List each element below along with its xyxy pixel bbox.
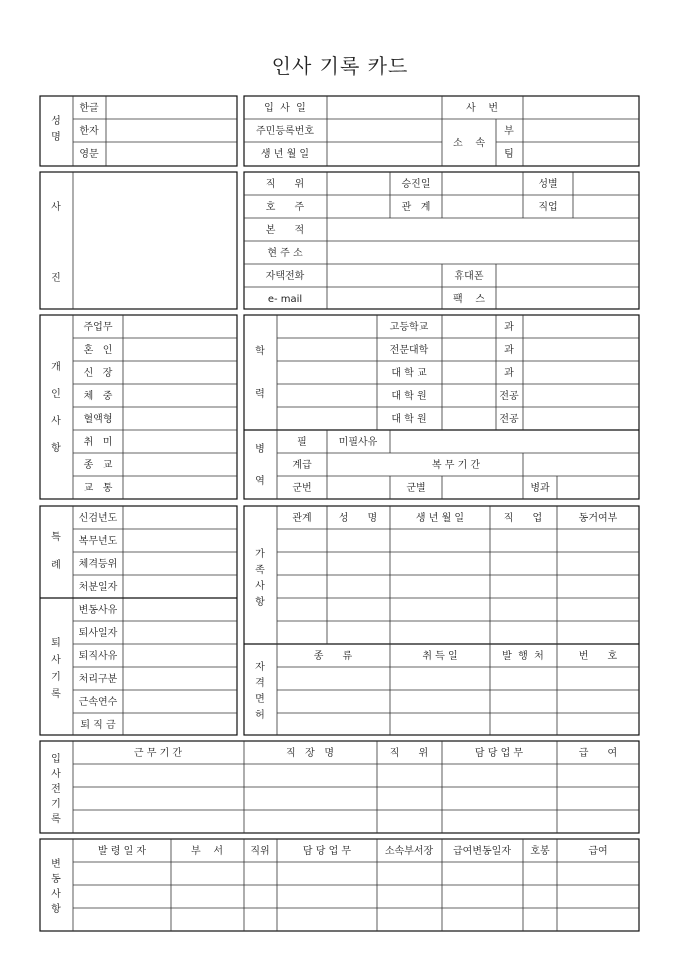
marital-status-label: 혼 인	[83, 345, 113, 356]
prev-period-header: 근 무 기 간	[133, 748, 183, 759]
personal-side-1: 개	[51, 362, 61, 373]
edu-school-5: 대 학 원	[391, 414, 427, 425]
license-side-4: 허	[255, 710, 265, 721]
change-step-header: 호봉	[530, 846, 550, 857]
family-birth-header: 생 년 월 일	[415, 513, 465, 524]
name-side-2: 명	[51, 132, 61, 143]
personal-side-3: 사	[51, 416, 61, 427]
license-side-3: 면	[255, 694, 265, 705]
email-label: e- mail	[267, 294, 303, 305]
edu-dept-2: 과	[504, 345, 514, 356]
occupation-label: 직업	[538, 202, 558, 213]
family-name-header: 성 명	[338, 513, 378, 524]
disposition-date-label: 처분일자	[78, 582, 118, 593]
edu-major-1: 전공	[499, 391, 519, 402]
military-side-2: 역	[255, 476, 265, 487]
home-phone-label: 자택전화	[265, 271, 305, 282]
change-reason-label: 변동사유	[78, 605, 118, 616]
family-cohabit-header: 동거여부	[578, 513, 618, 524]
relation-label: 관 계	[401, 202, 431, 213]
personal-side-4: 항	[51, 443, 61, 454]
change-duty-header: 담 당 업 무	[302, 846, 352, 857]
change-side-2: 동	[51, 874, 61, 885]
prev-side-3: 전	[51, 784, 61, 795]
retire-date-label: 퇴사일자	[78, 628, 118, 639]
processing-type-label: 처리구분	[78, 674, 118, 685]
license-issuer-header: 발 행 처	[502, 651, 544, 662]
employee-number-label: 사 번	[465, 103, 499, 114]
changes-section	[40, 839, 639, 931]
name-side-1: 성	[51, 116, 61, 127]
family-relation-header: 관계	[292, 513, 312, 524]
special-retire-section	[40, 506, 639, 735]
commute-label: 교 통	[83, 483, 113, 494]
division-label: 부	[504, 126, 514, 137]
blood-type-label: 혈액형	[83, 414, 113, 425]
retire-side-1: 퇴	[51, 638, 61, 649]
name-english-label: 영문	[79, 149, 99, 160]
license-number-header: 번 호	[578, 651, 618, 662]
change-side-1: 변	[51, 859, 61, 870]
family-side-2: 족	[255, 565, 265, 576]
change-department-header: 부 서	[190, 846, 224, 857]
change-side-3: 사	[51, 889, 61, 900]
current-address-label: 현 주 소	[267, 248, 303, 259]
family-side-3: 사	[255, 581, 265, 592]
license-date-header: 취 득 일	[422, 651, 458, 662]
prev-duty-header: 담 당 업 무	[474, 748, 524, 759]
gender-label: 성별	[538, 179, 558, 190]
main-duty-label: 주업무	[83, 322, 113, 333]
family-side-4: 항	[255, 597, 265, 608]
years-of-service-label: 근속연수	[78, 697, 118, 708]
special-side-2: 례	[51, 560, 61, 571]
resident-number-label: 주민등록번호	[256, 126, 314, 137]
change-order-date-header: 발 령 일 자	[97, 846, 147, 857]
height-label: 신 장	[83, 368, 113, 379]
special-side-1: 특	[51, 532, 61, 543]
education-side-2: 력	[255, 389, 265, 400]
edu-school-2: 전문대학	[389, 345, 429, 356]
physical-grade-label: 체격등위	[78, 559, 118, 570]
weight-label: 체 중	[83, 391, 113, 402]
personal-section	[40, 315, 639, 499]
registered-domicile-label: 본 적	[265, 225, 305, 236]
military-branch-label: 군별	[406, 483, 426, 494]
promotion-date-label: 승진일	[401, 179, 431, 190]
prev-side-2: 사	[51, 769, 61, 780]
birth-date-label: 생 년 월 일	[260, 149, 310, 160]
religion-label: 종 교	[83, 460, 113, 471]
change-salary-date-header: 급여변동일자	[453, 846, 511, 857]
name-section	[40, 96, 639, 166]
fax-label: 팩 스	[452, 294, 486, 305]
prev-side-1: 입	[51, 754, 61, 765]
service-year-label: 복무년도	[78, 536, 118, 547]
prev-side-4: 기	[51, 799, 61, 810]
previous-employment-section	[40, 741, 639, 833]
license-type-header: 종 류	[313, 651, 353, 662]
team-label: 팀	[504, 149, 514, 160]
prev-salary-header: 급 여	[578, 748, 618, 759]
change-position-header: 직위	[250, 846, 270, 857]
military-completed-label: 필	[297, 437, 307, 448]
change-salary-header: 급여	[588, 846, 608, 857]
prev-position-header: 직 위	[389, 748, 429, 759]
edu-dept-3: 과	[504, 368, 514, 379]
mobile-phone-label: 휴대폰	[454, 271, 484, 282]
license-side-2: 격	[255, 678, 265, 689]
physical-exam-year-label: 신검년도	[78, 513, 118, 524]
edu-major-2: 전공	[499, 414, 519, 425]
name-korean-label: 한글	[79, 103, 99, 114]
prev-company-header: 직 장 명	[285, 748, 335, 759]
change-dept-head-header: 소속부서장	[384, 846, 434, 857]
retire-side-2: 사	[51, 655, 61, 666]
retire-side-4: 록	[51, 689, 61, 700]
edu-dept-1: 과	[504, 322, 514, 333]
name-hanja-label: 한자	[79, 126, 99, 137]
family-side-1: 가	[255, 549, 265, 560]
license-side-1: 자	[255, 662, 265, 673]
position-label: 직 위	[265, 179, 305, 190]
prev-side-5: 록	[51, 814, 61, 825]
retire-reason-label: 퇴직사유	[78, 651, 118, 662]
photo-section	[40, 172, 639, 309]
change-side-4: 항	[51, 904, 61, 915]
personal-side-2: 인	[51, 389, 61, 400]
edu-school-1: 고등학교	[389, 322, 429, 333]
family-job-header: 직 업	[503, 513, 543, 524]
hobby-label: 취 미	[83, 437, 113, 448]
hire-date-label: 입 사 일	[264, 103, 306, 114]
photo-side-2: 진	[51, 273, 61, 284]
edu-school-3: 대 학 교	[391, 368, 427, 379]
photo-side-1: 사	[51, 202, 61, 213]
retire-side-3: 기	[51, 672, 61, 683]
department-label: 소 속	[452, 138, 486, 149]
military-service-period-label: 복 무 기 간	[431, 460, 481, 471]
education-side-1: 학	[255, 346, 265, 357]
edu-school-4: 대 학 원	[391, 391, 427, 402]
military-exempt-reason-label: 미필사유	[338, 437, 378, 448]
page-title: 인사 기록 카드	[271, 54, 409, 78]
military-corps-label: 병과	[530, 483, 550, 494]
severance-pay-label: 퇴 직 금	[80, 720, 116, 731]
military-rank-label: 계급	[292, 460, 312, 471]
military-side-1: 병	[255, 444, 265, 455]
household-head-label: 호 주	[265, 202, 305, 213]
military-serial-label: 군번	[292, 483, 312, 494]
